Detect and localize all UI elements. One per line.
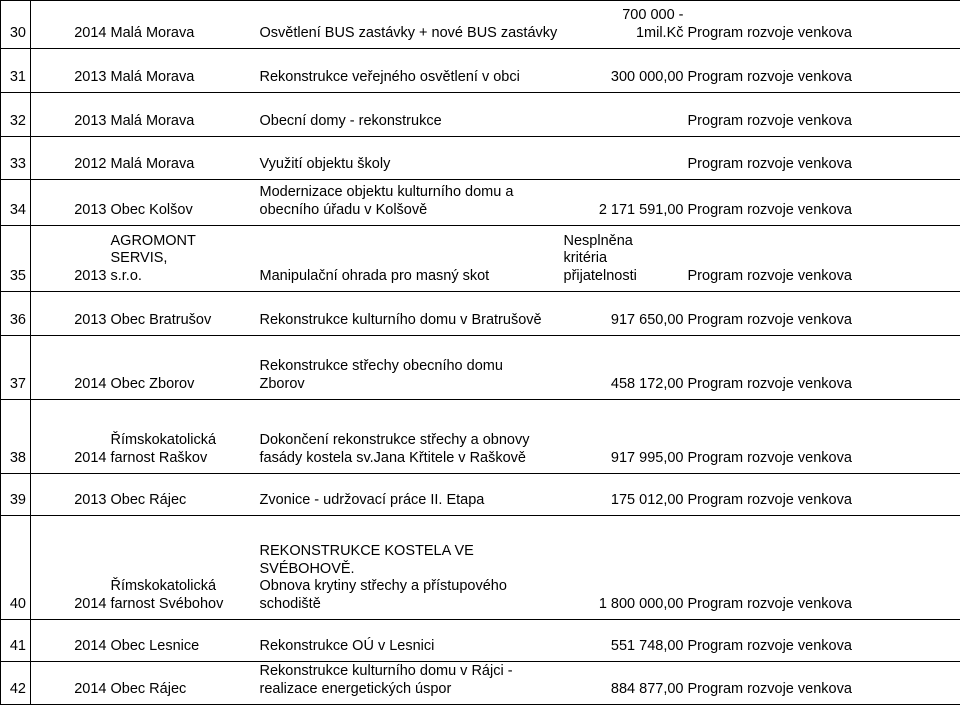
table-row: [1, 620, 960, 662]
amount-cell[interactable]: [562, 400, 685, 474]
table-body: [1, 1, 960, 705]
project-cell[interactable]: [257, 49, 562, 93]
applicant-cell-line: s.r.o.: [110, 267, 142, 284]
table-row: [1, 49, 960, 93]
program-cell[interactable]: Program rozvoje venkova: [685, 292, 960, 336]
project-cell-line: REKONSTRUKCE KOSTELA VE SVÉBOHOVĚ.: [259, 543, 474, 577]
program-cell[interactable]: Program rozvoje venkova: [685, 49, 960, 93]
applicant-cell-line: Římskokatolická: [110, 578, 217, 595]
applicant-cell-line: Obec Kolšov: [110, 201, 193, 218]
applicant-cell[interactable]: [108, 516, 257, 620]
table-row: [1, 474, 960, 516]
project-cell[interactable]: [257, 620, 562, 662]
project-cell[interactable]: [257, 226, 562, 292]
applicant-cell[interactable]: [108, 1, 257, 49]
project-cell[interactable]: [257, 180, 562, 226]
project-cell[interactable]: [257, 1, 562, 49]
program-cell[interactable]: Program rozvoje venkova: [685, 137, 960, 180]
amount-cell-line: 300 000,00: [610, 68, 684, 85]
applicant-cell[interactable]: [108, 226, 257, 292]
applicant-cell-line: Obec Zborov: [110, 375, 195, 392]
amount-cell-line: kritéria: [563, 250, 608, 267]
year-cell[interactable]: 2013: [31, 180, 108, 226]
project-cell[interactable]: [257, 662, 562, 705]
year-cell[interactable]: 2014: [31, 336, 108, 400]
row-number-cell[interactable]: 35: [1, 226, 31, 292]
year-cell[interactable]: 2014: [31, 516, 108, 620]
row-number-cell[interactable]: 33: [1, 137, 31, 180]
applicant-cell-line: Obec Lesnice: [110, 637, 200, 654]
row-number-cell[interactable]: 34: [1, 180, 31, 226]
amount-cell[interactable]: [562, 474, 685, 516]
amount-cell-line: 1mil.Kč: [635, 24, 684, 41]
program-cell[interactable]: Program rozvoje venkova: [685, 336, 960, 400]
applicant-cell-line: AGROMONT SERVIS,: [110, 232, 196, 267]
year-cell[interactable]: 2013: [31, 474, 108, 516]
table-row: [1, 137, 960, 180]
year-cell[interactable]: 2014: [31, 662, 108, 705]
applicant-cell[interactable]: [108, 662, 257, 705]
project-cell-line: Obnova krytiny střechy a přístupového: [259, 578, 507, 595]
year-cell[interactable]: 2013: [31, 226, 108, 292]
project-cell[interactable]: [257, 474, 562, 516]
applicant-cell-line: Malá Morava: [110, 112, 195, 129]
amount-cell[interactable]: [562, 662, 685, 705]
applicant-cell-line: Malá Morava: [110, 24, 195, 41]
amount-cell[interactable]: [562, 180, 685, 226]
year-cell[interactable]: 2013: [31, 49, 108, 93]
program-cell[interactable]: Program rozvoje venkova: [685, 93, 960, 137]
project-cell-line: fasády kostela sv.Jana Křtitele v Raškově: [259, 449, 526, 466]
amount-cell-line: 458 172,00: [610, 375, 684, 392]
project-cell-line: Rekonstrukce kulturního domu v Bratrušově: [259, 311, 542, 328]
applicant-cell-line: Malá Morava: [110, 68, 195, 85]
project-cell-line: Manipulační ohrada pro masný skot: [259, 267, 490, 284]
amount-cell-line: 884 877,00: [610, 680, 684, 697]
amount-cell[interactable]: [562, 137, 685, 180]
project-cell[interactable]: [257, 292, 562, 336]
project-cell-line: Rekonstrukce střechy obecního domu: [259, 358, 503, 375]
year-cell[interactable]: 2014: [31, 400, 108, 474]
amount-cell-line: přijatelnosti: [563, 267, 637, 284]
applicant-cell-line: Obec Bratrušov: [110, 311, 212, 328]
table-row: [1, 400, 960, 474]
project-cell-line: Rekonstrukce veřejného osvětlení v obci: [259, 68, 520, 85]
applicant-cell[interactable]: [108, 400, 257, 474]
table-row: [1, 93, 960, 137]
row-number-cell[interactable]: 32: [1, 93, 31, 137]
amount-cell[interactable]: [562, 93, 685, 137]
amount-cell-line: 1 800 000,00: [598, 595, 684, 612]
year-cell[interactable]: 2014: [31, 620, 108, 662]
project-cell-line: Využití objektu školy: [259, 155, 391, 172]
amount-cell[interactable]: [562, 336, 685, 400]
program-cell[interactable]: Program rozvoje venkova: [685, 474, 960, 516]
amount-cell-line: Nesplněna: [563, 232, 633, 249]
project-cell[interactable]: [257, 137, 562, 180]
applicant-cell[interactable]: [108, 180, 257, 226]
amount-cell[interactable]: [562, 1, 685, 49]
row-number-cell[interactable]: 37: [1, 336, 31, 400]
table-row: [1, 1, 960, 49]
program-cell[interactable]: Program rozvoje venkova: [685, 226, 960, 292]
year-cell[interactable]: 2014: [31, 1, 108, 49]
year-cell[interactable]: 2013: [31, 292, 108, 336]
table-row: [1, 662, 960, 705]
table-row: [1, 292, 960, 336]
amount-cell-line: 2 171 591,00: [598, 201, 684, 218]
applicant-cell[interactable]: [108, 137, 257, 180]
program-cell[interactable]: Program rozvoje venkova: [685, 400, 960, 474]
project-cell[interactable]: [257, 516, 562, 620]
project-cell-line: Modernizace objektu kulturního domu a: [259, 184, 514, 201]
row-number-cell[interactable]: 38: [1, 400, 31, 474]
project-cell[interactable]: [257, 336, 562, 400]
project-cell-line: Obecní domy - rekonstrukce: [259, 112, 442, 129]
applicant-cell-line: Obec Rájec: [110, 491, 187, 508]
row-number-cell[interactable]: 39: [1, 474, 31, 516]
applicant-cell[interactable]: [108, 620, 257, 662]
applicant-cell-line: Malá Morava: [110, 155, 195, 172]
applicant-cell[interactable]: [108, 474, 257, 516]
amount-cell-line: 175 012,00: [610, 491, 684, 508]
amount-cell[interactable]: [562, 620, 685, 662]
program-cell[interactable]: Program rozvoje venkova: [685, 180, 960, 226]
table-row: [1, 180, 960, 226]
table-row: [1, 336, 960, 400]
applicant-cell[interactable]: [108, 336, 257, 400]
project-cell-line: Zvonice - udržovací práce II. Etapa: [259, 491, 485, 508]
amount-cell[interactable]: [562, 516, 685, 620]
project-cell-line: obecního úřadu v Kolšově: [259, 201, 428, 218]
amount-cell[interactable]: [562, 226, 685, 292]
program-cell[interactable]: Program rozvoje venkova: [685, 620, 960, 662]
project-cell-line: schodiště: [259, 595, 321, 612]
row-number-cell[interactable]: 36: [1, 292, 31, 336]
project-cell[interactable]: [257, 400, 562, 474]
year-cell[interactable]: 2012: [31, 137, 108, 180]
program-cell[interactable]: Program rozvoje venkova: [685, 1, 960, 49]
program-cell[interactable]: Program rozvoje venkova: [685, 662, 960, 705]
table-row: [1, 516, 960, 620]
program-cell[interactable]: Program rozvoje venkova: [685, 516, 960, 620]
table-row: [1, 226, 960, 292]
applicant-cell[interactable]: [108, 292, 257, 336]
row-number-cell[interactable]: 30: [1, 1, 31, 49]
row-number-cell[interactable]: 42: [1, 662, 31, 705]
project-cell-line: realizace energetických úspor: [259, 680, 452, 697]
applicant-cell-line: farnost Svébohov: [110, 595, 224, 612]
row-number-cell[interactable]: 31: [1, 49, 31, 93]
amount-cell[interactable]: [562, 49, 685, 93]
amount-cell-line: 551 748,00: [610, 637, 684, 654]
row-number-cell[interactable]: 41: [1, 620, 31, 662]
amount-cell-line: 917 995,00: [610, 449, 684, 466]
project-cell[interactable]: [257, 93, 562, 137]
project-cell-line: Zborov: [259, 375, 305, 392]
project-cell-line: Dokončení rekonstrukce střechy a obnovy: [259, 432, 530, 449]
applicant-cell[interactable]: [108, 49, 257, 93]
applicant-cell[interactable]: [108, 93, 257, 137]
amount-cell[interactable]: [562, 292, 685, 336]
project-cell-line: Rekonstrukce OÚ v Lesnici: [259, 637, 435, 654]
row-number-cell[interactable]: 40: [1, 516, 31, 620]
amount-cell-line: 917 650,00: [610, 311, 684, 328]
applicant-cell-line: Obec Rájec: [110, 680, 187, 697]
amount-cell-line: 700 000 -: [622, 7, 684, 24]
applicant-cell-line: farnost Raškov: [110, 449, 208, 466]
project-cell-line: Rekonstrukce kulturního domu v Rájci -: [259, 663, 513, 680]
applicant-cell-line: Římskokatolická: [110, 432, 217, 449]
project-cell-line: Osvětlení BUS zastávky + nové BUS zastávky: [259, 24, 558, 41]
year-cell[interactable]: 2013: [31, 93, 108, 137]
